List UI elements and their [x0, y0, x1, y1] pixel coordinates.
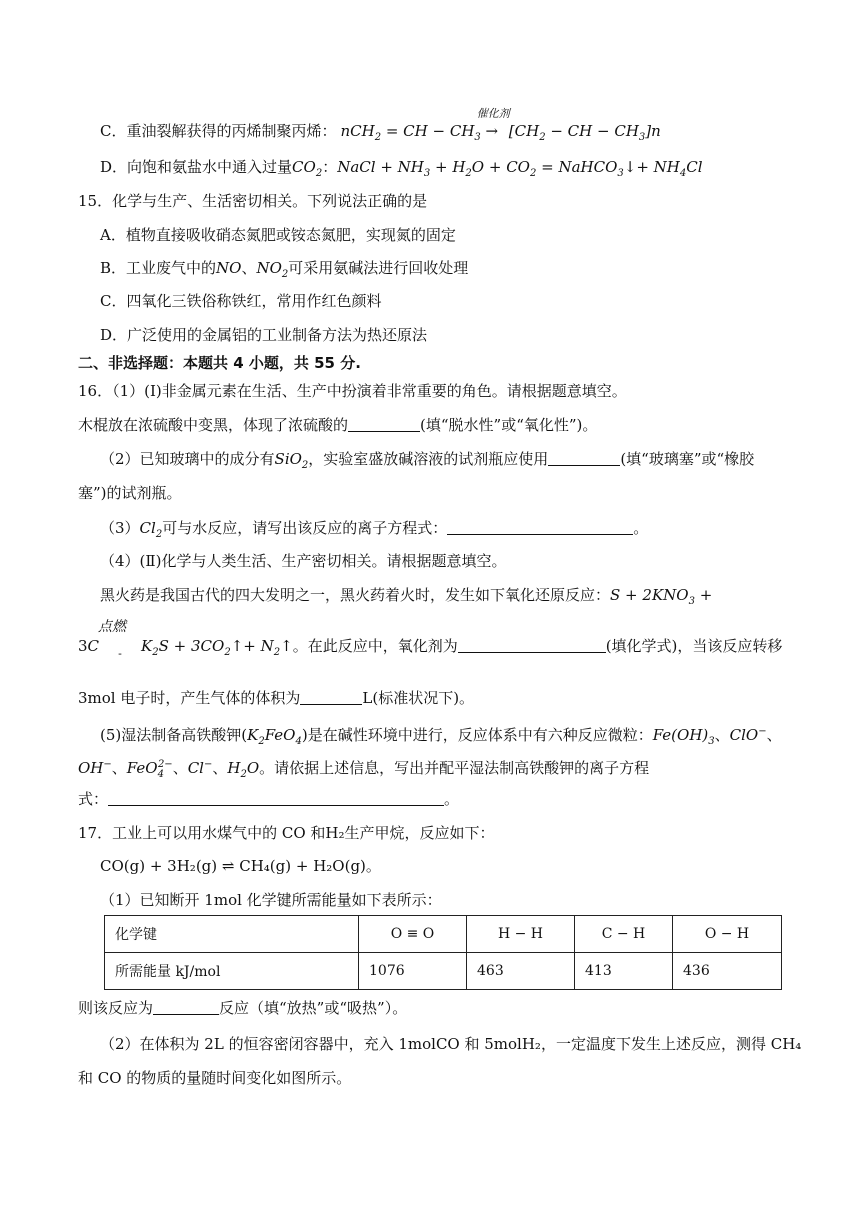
q16-line-10: (5)湿法制备高铁酸钾$(K_2FeO_4)$是在碱性环境中进行，反应体系中有六种反应微粒：$Fe(OH)_3$、ClO−、: [100, 726, 782, 747]
catalyst-label: 催化剂: [476, 107, 510, 120]
q16-line-3: （2）已知玻璃中的成分有SiO$_2$，实验室盛放碱溶液的试剂瓶应使用 (填“玻璃塞”或“橡胶: [100, 450, 755, 471]
table-cell: 436: [673, 953, 782, 990]
answer-blank-4[interactable]: [458, 637, 606, 653]
table-cell: 1076: [359, 953, 467, 990]
q16-line-4: 塞”)的试剂瓶。: [78, 484, 182, 502]
bond-energy-table: [104, 915, 782, 990]
table-cell: 所需能量 kJ/mol: [105, 953, 359, 990]
q15-option-b: B．工业废气中的NO、$NO_2$可采用氨碱法进行回收处理: [100, 259, 469, 280]
table-header-cell: 化学键: [105, 916, 359, 953]
q16-line-12: 式： 。: [78, 790, 460, 808]
table-header-cell: O − H: [673, 916, 782, 953]
table-header-cell: H − H: [467, 916, 575, 953]
table-cell: 413: [575, 953, 673, 990]
q17-line-4: （2）在体积为 2L 的恒容密闭容器中，充入 1molCO 和 5molH₂，一定温度下发生上述反应，测得 CH₄: [100, 1035, 802, 1053]
q14-option-d: D．向饱和氨盐水中通入过量$CO_2$：NaCl + $NH_3 + H_2O + CO_2$ = NaHCO$_3$↓+ $NH_4Cl$: [100, 158, 703, 179]
answer-blank-2[interactable]: [548, 450, 620, 466]
q17-line-1: 17．工业上可以用水煤气中的 CO 和H₂生产甲烷，反应如下：: [78, 824, 495, 842]
q15-stem: 15．化学与生产、生活密切相关。下列说法正确的是: [78, 192, 428, 210]
q14-option-c: C．重油裂解获得的丙烯制聚丙烯： nCH$_2$ = CH − $CH_3$ → 催化剂 [$CH_2$ − CH − $CH_3]n$: [100, 121, 661, 148]
table-header-cell: C − H: [575, 916, 673, 953]
table-header-cell: O ≡ O: [359, 916, 467, 953]
answer-blank-6[interactable]: [108, 790, 444, 806]
ignition-label: 点燃: [98, 619, 126, 635]
section-heading: 二、非选择题：本题共 4 小题，共 55 分.: [78, 354, 361, 372]
q16-line-9: 3mol 电子时，产生气体的体积为 L(标准状况下)。: [78, 689, 475, 707]
q16-line-6: （4）(Ⅱ)化学与人类生活、生产密切相关。请根据题意填空。: [100, 552, 507, 570]
q15-option-d: D．广泛使用的金属铝的工业制备方法为热还原法: [100, 326, 428, 344]
answer-blank-1[interactable]: [348, 416, 420, 432]
q16-line-11: OH−、FeO$_4^{2-}$、Cl−、$H_2O$。请依据上述信息，写出并配平湿法制高铁酸钾的离子方程: [78, 759, 650, 780]
table-header-row: [105, 916, 782, 953]
q16-line-7: 黑火药是我国古代的四大发明之一，黑火药着火时，发生如下氧化还原反应：$S + 2KNO_3$ +: [100, 586, 713, 607]
q17-line-5: 和 CO 的物质的量随时间变化如图所示。: [78, 1069, 352, 1087]
q17-equation: CO(g) + 3H₂(g) ⇌ CH₄(g) + H₂O(g)。: [100, 857, 381, 875]
q15-option-a: A．植物直接吸收硝态氮肥或铵态氮肥，实现氮的固定: [100, 226, 456, 244]
q16-line-1: 16．（1）(Ⅰ)非金属元素在生活、生产中扮演着非常重要的角色。请根据题意填空。: [78, 382, 627, 400]
answer-blank-3[interactable]: [447, 519, 633, 535]
q16-line-5: $(3)Cl_2$可与水反应，请写出该反应的离子方程式： 。: [100, 519, 649, 540]
q17-line-2: （1）已知断开 1mol 化学键所需能量如下表所示：: [100, 891, 442, 909]
q16-line-2: 木棍放在浓硫酸中变黑，体现了浓硫酸的 (填“脱水性”或“氧化性”)。: [78, 416, 598, 434]
q16-line-8: $3C - K_2S$ + $3CO_2↑+$ $N_2↑$。在此反应中，氧化剂为 (填化学式)，当该反应转移: [78, 637, 783, 660]
answer-blank-7[interactable]: [153, 999, 219, 1015]
q15-option-c: C．四氧化三铁俗称铁红，常用作红色颜料: [100, 292, 382, 310]
answer-blank-5[interactable]: [300, 689, 362, 705]
table-cell: 463: [467, 953, 575, 990]
table-row: [105, 953, 782, 990]
q17-line-3: 则该反应为 反应（填“放热”或“吸热”）。: [78, 999, 408, 1017]
